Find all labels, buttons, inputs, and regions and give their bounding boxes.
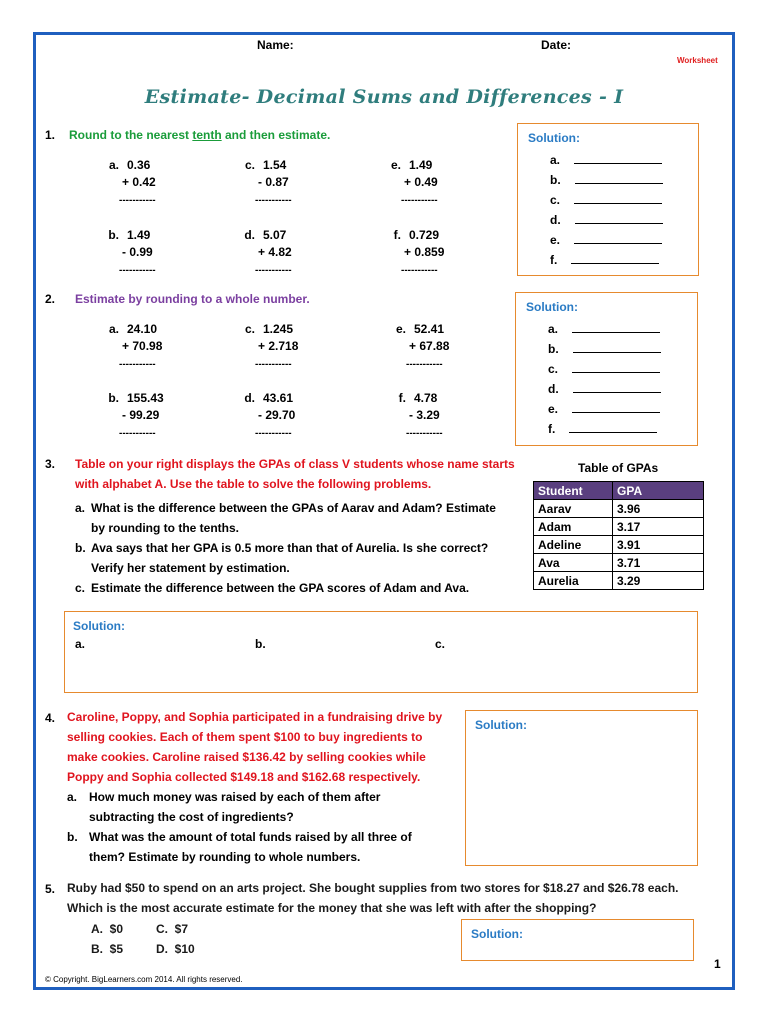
q1-instr-pre: Round to the nearest <box>69 128 193 142</box>
q2-answer-b[interactable]: b. <box>548 341 661 356</box>
q4-solution-title: Solution: <box>475 718 527 732</box>
q1-number: 1. <box>45 128 56 142</box>
q1-problem-d: d. 5.07 + 4.82 ----------- <box>244 228 292 276</box>
q2-number: 2. <box>45 292 56 306</box>
table-header-row <box>534 482 704 500</box>
q3-sub-b: b. Ava says that her GPA is 0.5 more than that of Aurelia. Is she correct? Verify her statement by estimation. <box>75 541 489 575</box>
date-label: Date: <box>541 38 572 52</box>
q1-instr-underlined: tenth <box>192 128 222 142</box>
q1-answer-f[interactable]: f. <box>550 252 659 267</box>
q2-problem-e: e. 52.41 + 67.88 ----------- <box>395 322 450 370</box>
q3-answer-b[interactable]: b. <box>255 637 266 651</box>
q5-option-d[interactable]: D. $10 <box>156 942 195 956</box>
q2-instruction: Estimate by rounding to a whole number. <box>75 292 310 306</box>
table-cell: Adam <box>534 518 613 536</box>
gpa-table <box>533 481 704 590</box>
q3-sub-a: a. What is the difference between the GPAs of Aarav and Adam? Estimate by rounding to the tenths. <box>75 501 496 535</box>
q5-solution-box[interactable] <box>461 919 694 961</box>
table-row <box>534 500 704 518</box>
table-cell: 3.96 <box>613 500 704 518</box>
q5-option-b[interactable]: B. $5 <box>91 942 124 956</box>
q1-answer-c[interactable]: c. <box>550 192 662 207</box>
q1-solution-title: Solution: <box>528 131 580 145</box>
q5-option-a[interactable]: A. $0 <box>91 922 124 936</box>
q2-problem-a: a. 24.10 + 70.98 ----------- <box>108 322 163 370</box>
q2-problem-f: f. 4.78 - 3.29 ----------- <box>398 391 443 439</box>
q4-prompt: Caroline, Poppy, and Sophia participated in a fundraising drive by selling cookies. Each of them spent $100 to buy ingredients to make cookies. Caroline raised $136.42 by selling cookies while Poppy and Sophia collected $149.18 and $162.68 respectively. <box>67 710 443 784</box>
copyright: © Copyright. BigLearners.com 2014. All rights reserved. <box>45 975 243 984</box>
q2-answer-a[interactable]: a. <box>548 321 660 336</box>
q4-sub-a: a. How much money was raised by each of them after subtracting the cost of ingredients? <box>67 790 381 824</box>
q1-problem-e: e. 1.49 + 0.49 ----------- <box>390 158 438 206</box>
table-header-gpa: GPA <box>613 482 704 500</box>
q1-solution-box[interactable] <box>517 123 699 276</box>
q1-problem-b: b. 1.49 - 0.99 ----------- <box>108 228 156 276</box>
table-cell: Adeline <box>534 536 613 554</box>
gpa-table-title: Table of GPAs <box>578 461 659 475</box>
name-label: Name: <box>257 38 294 52</box>
table-cell: Ava <box>534 554 613 572</box>
q3-solution-title: Solution: <box>73 619 125 633</box>
q5-solution-title: Solution: <box>471 927 523 941</box>
q1-problem-a: a. 0.36 + 0.42 ----------- <box>108 158 156 206</box>
q1-answer-b[interactable]: b. <box>550 172 663 187</box>
q1-instr-post: and then estimate. <box>221 128 331 142</box>
q3-prompt: Table on your right displays the GPAs of class V students whose name starts with alphabet A. Use the table to solve the following problems. <box>75 457 515 491</box>
table-row <box>534 572 704 590</box>
q3-solution-box[interactable] <box>64 611 698 693</box>
q1-instruction <box>69 128 330 142</box>
q5-number: 5. <box>45 882 56 896</box>
table-header-student: Student <box>534 482 613 500</box>
q2-answer-f[interactable]: f. <box>548 421 657 436</box>
q3-answer-a[interactable]: a. <box>75 637 86 651</box>
q5-prompt: Ruby had $50 to spend on an arts project. She bought supplies from two stores for $18.27 and $26.78 each. Which is the most accurate estimate for the money that she was left with after the shopping? <box>67 881 679 915</box>
q3-sub-c: c. Estimate the difference between the GPA scores of Adam and Ava. <box>75 581 470 595</box>
q3-number: 3. <box>45 457 56 471</box>
worksheet-tag: Worksheet <box>677 56 718 65</box>
table-row <box>534 518 704 536</box>
q5-option-c[interactable]: C. $7 <box>156 922 189 936</box>
q2-solution-title: Solution: <box>526 300 578 314</box>
q1-answer-a[interactable]: a. <box>550 152 662 167</box>
table-cell: 3.29 <box>613 572 704 590</box>
q1-answer-d[interactable]: d. <box>550 212 663 227</box>
q1-answer-e[interactable]: e. <box>550 232 662 247</box>
q2-problem-c: c. 1.245 + 2.718 ----------- <box>244 322 299 370</box>
q1-problem-c: c. 1.54 - 0.87 ----------- <box>244 158 292 206</box>
q2-answer-c[interactable]: c. <box>548 361 660 376</box>
page-number: 1 <box>714 957 721 971</box>
worksheet-title: Estimate- Decimal Sums and Differences - I <box>144 86 624 108</box>
table-cell: 3.71 <box>613 554 704 572</box>
q2-problem-b: b. 155.43 - 99.29 ----------- <box>108 391 164 439</box>
table-cell: Aarav <box>534 500 613 518</box>
q2-answer-d[interactable]: d. <box>548 381 661 396</box>
q2-problem-d: d. 43.61 - 29.70 ----------- <box>244 391 296 439</box>
table-row <box>534 554 704 572</box>
q1-problem-f: f. 0.729 + 0.859 ----------- <box>393 228 445 276</box>
q4-sub-b: b. What was the amount of total funds raised by all three of them? Estimate by rounding to whole numbers. <box>67 830 412 864</box>
table-cell: Aurelia <box>534 572 613 590</box>
table-row <box>534 536 704 554</box>
q2-answer-e[interactable]: e. <box>548 401 660 416</box>
q3-answer-c[interactable]: c. <box>435 637 446 651</box>
table-cell: 3.17 <box>613 518 704 536</box>
q4-solution-box[interactable] <box>465 710 698 866</box>
q2-solution-box[interactable] <box>515 292 698 446</box>
q4-number: 4. <box>45 711 56 725</box>
table-cell: 3.91 <box>613 536 704 554</box>
